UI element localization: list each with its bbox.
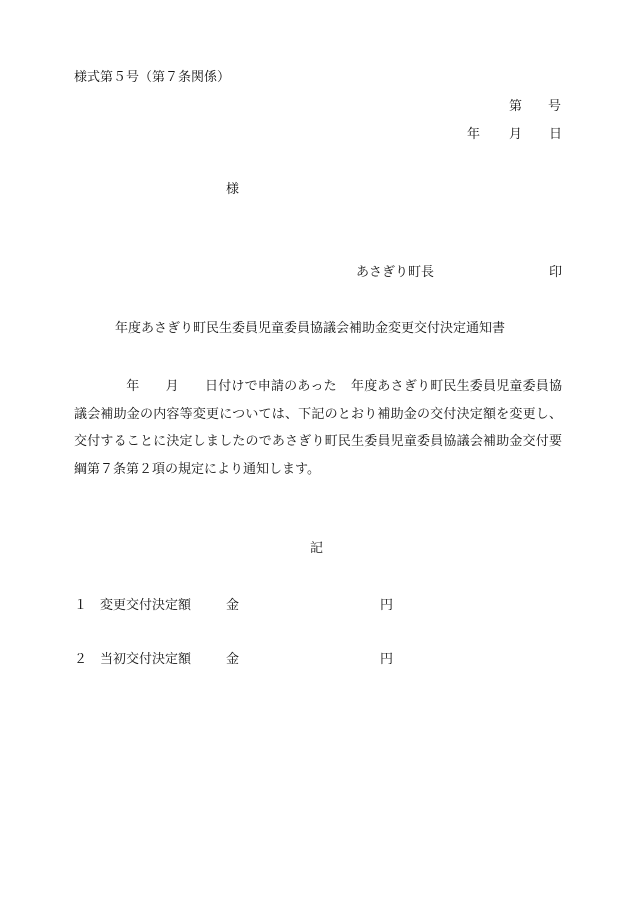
recipient-suffix: 様 xyxy=(226,182,240,197)
body-month: 月 xyxy=(165,379,179,394)
item-yen: 円 xyxy=(380,598,394,613)
sender-name: あさぎり町長 xyxy=(356,265,435,280)
date-month: 月 xyxy=(509,127,523,142)
item-kin: 金 xyxy=(226,652,240,667)
form-label: 様式第５号（第７条関係） xyxy=(74,70,231,85)
item-kin: 金 xyxy=(226,598,240,613)
ref-no-go: 号 xyxy=(548,99,562,114)
document-title: 年度あさぎり町民生委員児童委員協議会補助金変更交付決定通知書 xyxy=(115,321,506,336)
ref-no-dai: 第 xyxy=(509,99,523,114)
ki-heading: 記 xyxy=(310,541,324,556)
date-day: 日 xyxy=(549,127,563,142)
item-yen: 円 xyxy=(380,652,394,667)
body-text-a: 日付けで申請のあった xyxy=(204,379,337,394)
body-paragraph xyxy=(74,373,562,483)
item-label: 変更交付決定額 xyxy=(100,598,192,613)
body-text-b: 年度あさぎり町民生委員児童委員協議会補助金の内容等変更については、下記のとおり補助金の交付決定額を変更し、交付することに決定しましたのであさぎり町民生委員児童委員協議会補助金交付要綱第７条第２項の規定により通知します。 xyxy=(74,379,562,477)
seal-mark: 印 xyxy=(549,265,563,280)
item-number: ２ xyxy=(74,652,88,667)
date-year: 年 xyxy=(467,127,481,142)
item-label: 当初交付決定額 xyxy=(100,652,192,667)
body-year: 年 xyxy=(126,379,140,394)
item-number: １ xyxy=(74,598,88,613)
